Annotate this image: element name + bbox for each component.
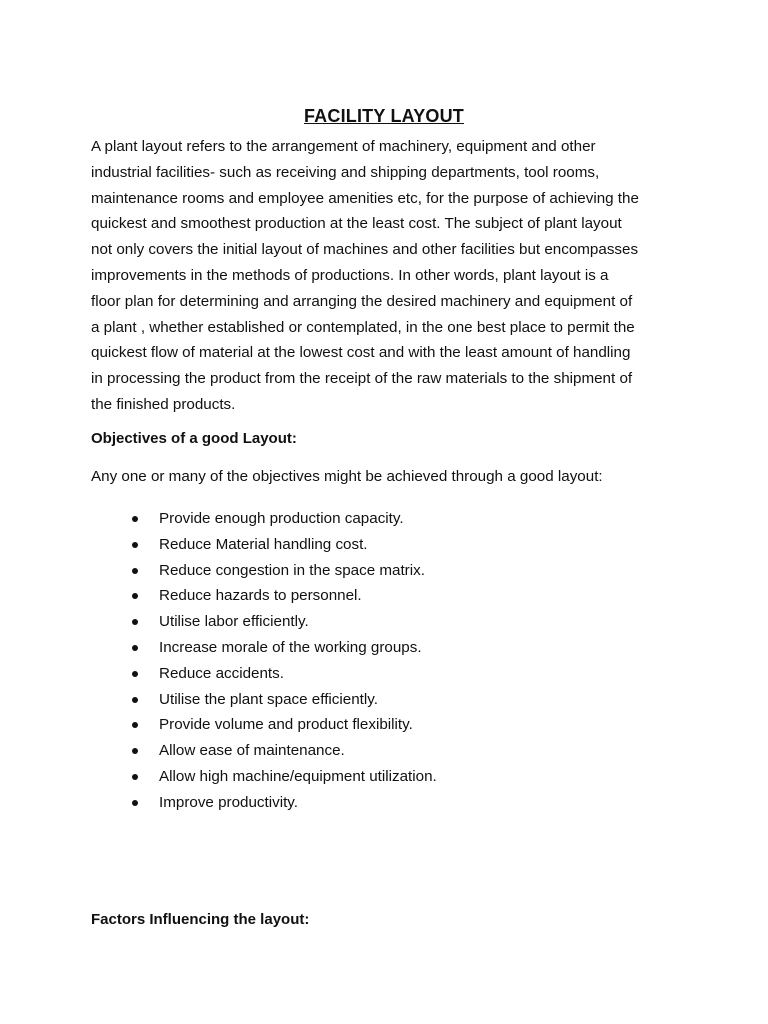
bullet-icon [132,593,138,599]
intro-line: a plant , whether established or contemplated, in the one best place to permit the [91,318,635,336]
bullet-icon [132,568,138,574]
bullet-icon [132,619,138,625]
list-item-text: Allow ease of maintenance. [159,742,345,760]
list-item [132,790,437,816]
page-title: FACILITY LAYOUT [303,106,465,127]
list-item-text: Reduce congestion in the space matrix. [159,561,425,579]
intro-line: the finished products. [91,395,236,413]
bullet-icon [132,722,138,728]
objectives-list [132,506,437,816]
bullet-icon [132,645,138,651]
bullet-icon [132,542,138,548]
list-item-text: Reduce hazards to personnel. [159,587,362,605]
list-item-text: Reduce Material handling cost. [159,535,368,553]
list-item-text: Reduce accidents. [159,664,284,682]
intro-line: floor plan for determining and arranging the desired machinery and equipment of [91,292,633,310]
intro-paragraph [91,134,691,418]
list-item [132,609,437,635]
intro-line: industrial facilities- such as receiving and shipping departments, tool rooms, [91,163,600,181]
bullet-icon [132,516,138,522]
list-item [132,687,437,713]
list-item [132,764,437,790]
list-item [132,635,437,661]
factors-heading: Factors Influencing the layout: [91,911,310,928]
intro-line: improvements in the methods of productions. In other words, plant layout is a [91,266,609,284]
bullet-icon [132,671,138,677]
intro-line: not only covers the initial layout of machines and other facilities but encompasses [91,241,639,259]
list-item-text: Improve productivity. [159,793,298,811]
list-item [132,661,437,687]
intro-line: quickest flow of material at the lowest cost and with the least amount of handling [91,344,631,362]
list-item [132,532,437,558]
list-item-text: Utilise the plant space efficiently. [159,690,378,708]
list-item-text: Increase morale of the working groups. [159,638,422,656]
intro-line: in processing the product from the receipt of the raw materials to the shipment of [91,370,633,388]
objectives-lead: Any one or many of the objectives might be achieved through a good layout: [91,468,603,485]
list-item-text: Allow high machine/equipment utilization. [159,767,437,785]
list-item-text: Provide enough production capacity. [159,510,404,527]
list-item [132,583,437,609]
bullet-icon [132,774,138,780]
list-item [132,712,437,738]
intro-line: A plant layout refers to the arrangement of machinery, equipment and other [91,138,596,155]
bullet-icon [132,748,138,754]
bullet-icon [132,697,138,703]
list-item-text: Utilise labor efficiently. [159,613,309,631]
intro-line: quickest and smoothest production at the least cost. The subject of plant layout [91,215,622,233]
list-item [132,558,437,584]
intro-line: maintenance rooms and employee amenities etc, for the purpose of achieving the [91,189,639,207]
objectives-heading: Objectives of a good Layout: [91,430,297,447]
list-item-text: Provide volume and product flexibility. [159,716,413,734]
list-item [132,506,437,532]
bullet-icon [132,800,138,806]
list-item [132,738,437,764]
